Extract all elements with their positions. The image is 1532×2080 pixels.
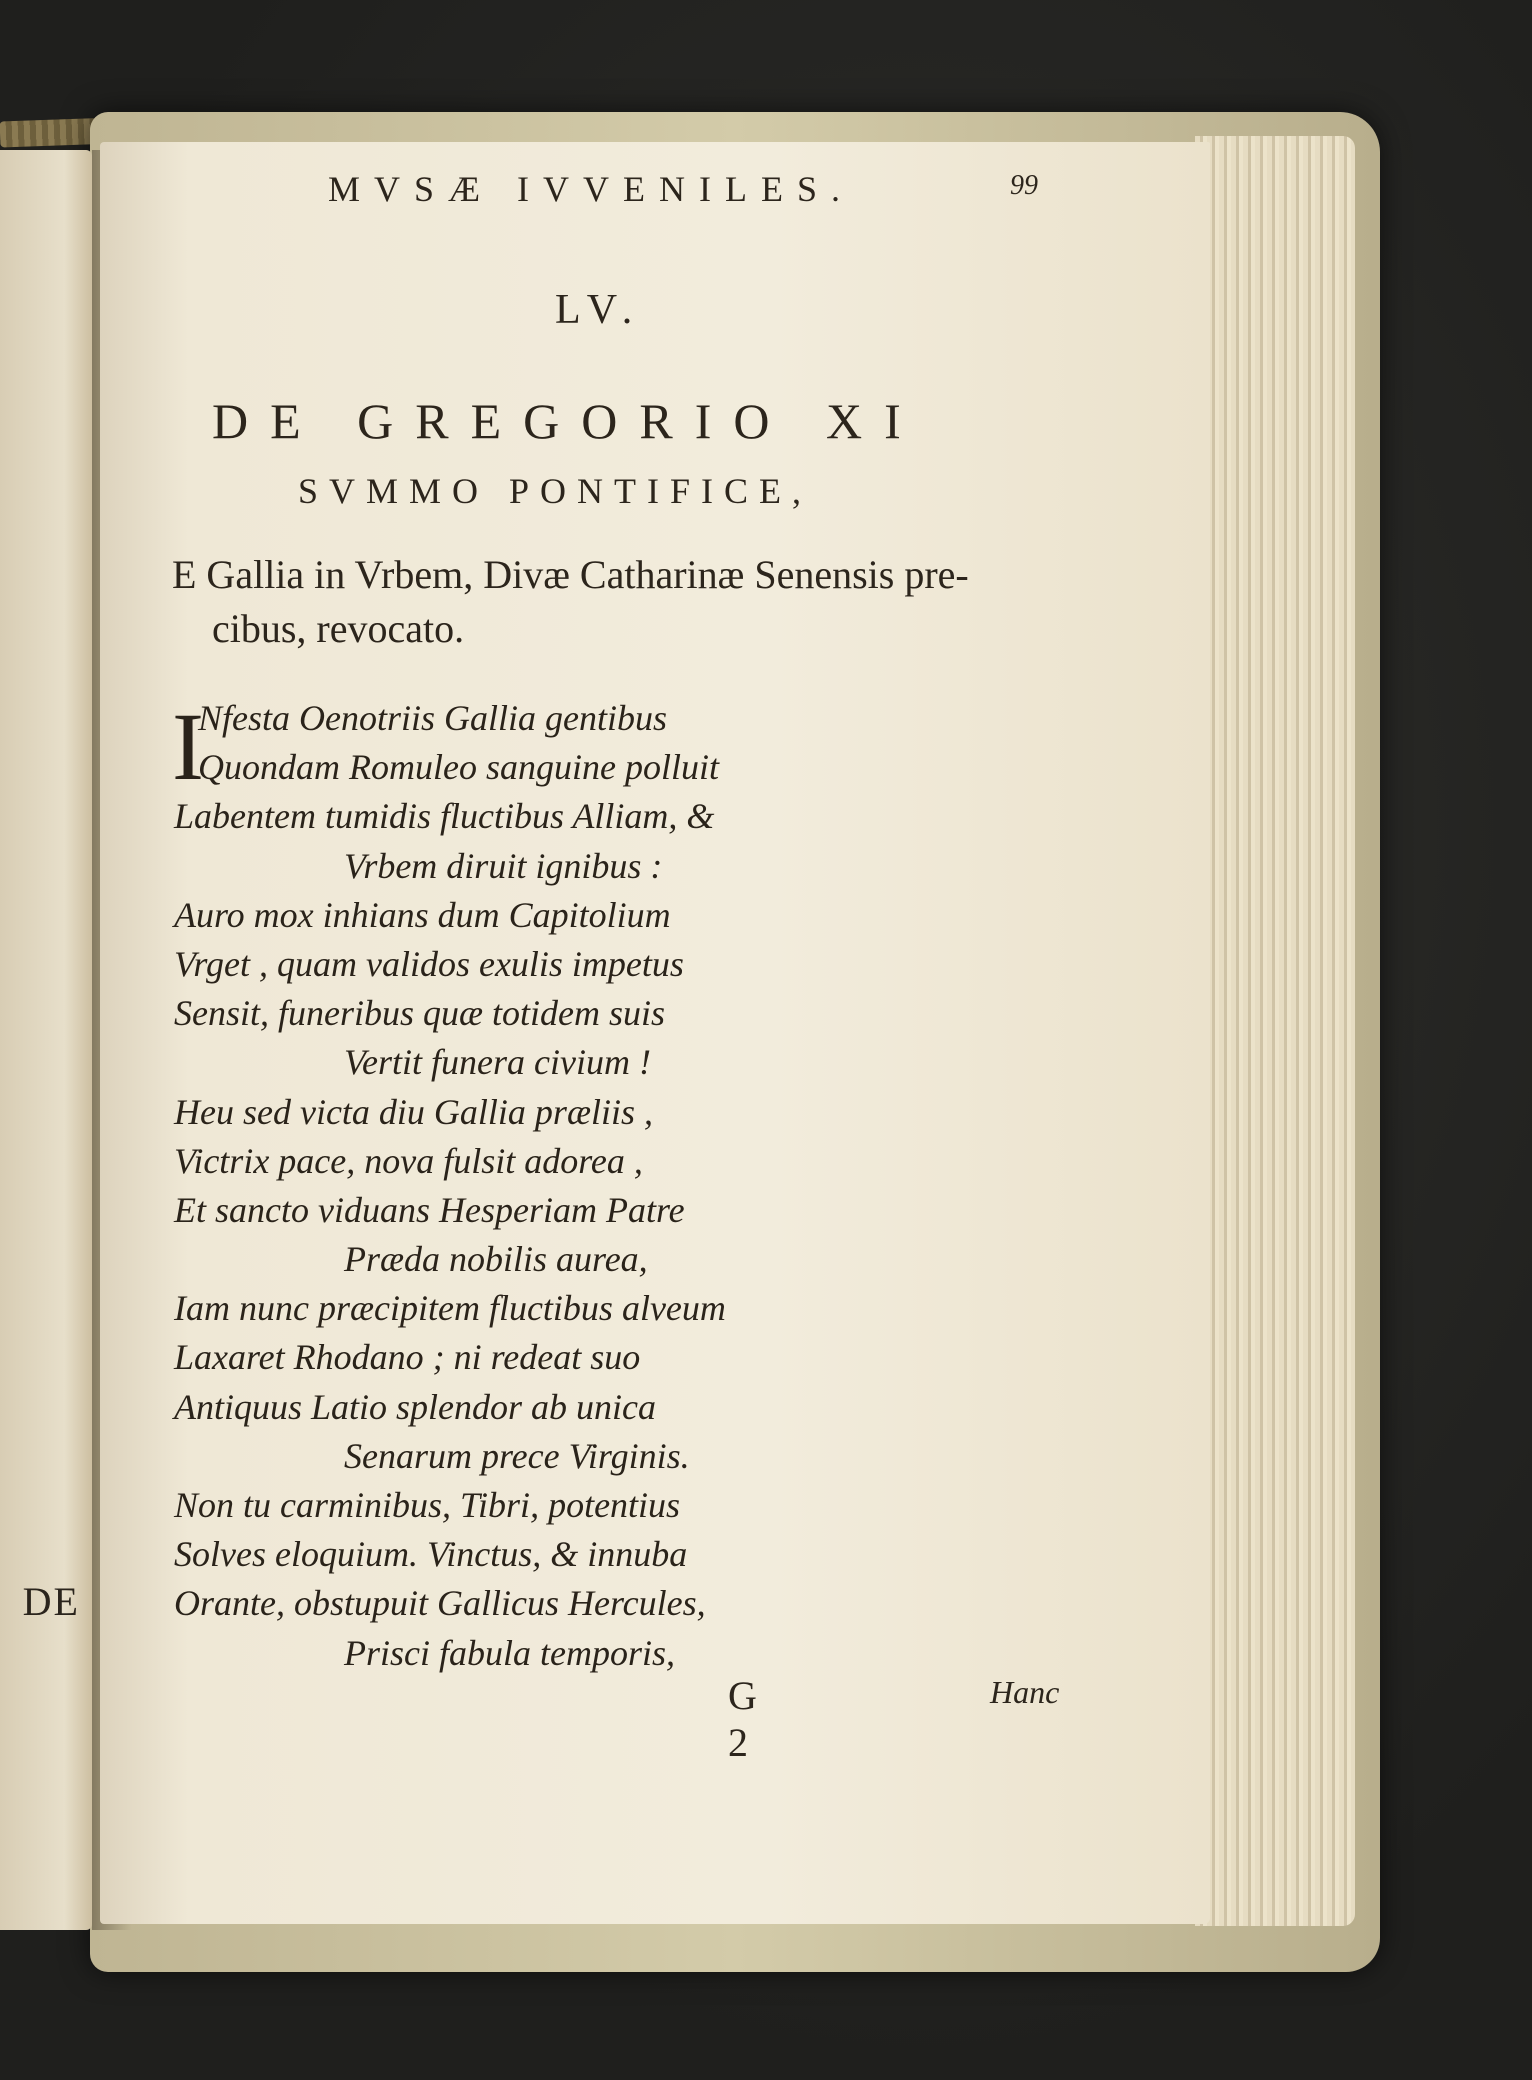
poem-title: DE GREGORIO XI	[212, 393, 923, 449]
page-number: 99	[1010, 170, 1038, 201]
poem-line: Vertit funera civium !	[344, 1042, 651, 1083]
left-page-fragment: DE	[22, 1579, 80, 1624]
poem-subtitle	[172, 548, 1072, 656]
poem-line: Sensit, funeribus quæ totidem suis	[174, 993, 666, 1034]
running-head: MVSÆ IVVENILES.	[328, 169, 855, 209]
poem-line: Quondam Romuleo sanguine polluit	[198, 747, 719, 788]
poem-line: Et sancto viduans Hesperiam Patre	[174, 1189, 685, 1230]
poem-line: Victrix pace, nova fulsit adorea ,	[174, 1140, 643, 1181]
catchword: Hanc	[990, 1674, 1060, 1710]
page-edges	[1195, 136, 1355, 1926]
poem-line: Præda nobilis aurea,	[344, 1239, 648, 1280]
poem-line: Laxaret Rhodano ; ni redeat suo	[174, 1337, 641, 1378]
poem-line: Heu sed victa diu Gallia præliis ,	[174, 1091, 653, 1132]
poem-line: Solves eloquium. Vinctus, & innuba	[174, 1534, 688, 1575]
poem-line: Iam nunc præcipitem fluctibus alveum	[174, 1288, 726, 1329]
poem-line: Prisci fabula temporis,	[344, 1632, 675, 1673]
poem-line: Vrget , quam validos exulis impetus	[174, 943, 684, 984]
signature-mark: G 2	[728, 1673, 767, 1765]
poem-line: Orante, obstupuit Gallicus Hercules,	[174, 1583, 706, 1624]
poem-line: Non tu carminibus, Tibri, potentius	[174, 1485, 681, 1525]
left-page	[0, 150, 92, 1930]
poem-number: LV.	[555, 287, 643, 333]
poem-line: Nfesta Oenotriis Gallia gentibus	[198, 698, 668, 738]
poem-line: Labentem tumidis fluctibus Alliam, &	[174, 796, 715, 837]
poem-line: Antiquus Latio splendor ab unica	[174, 1386, 657, 1427]
poem-line: Vrbem diruit ignibus :	[344, 845, 663, 886]
poem-title-second-line: SVMMO PONTIFICE,	[298, 471, 813, 511]
poem-body	[174, 694, 934, 1678]
poem-line: Senarum prece Virginis.	[344, 1435, 690, 1476]
subtitle-line: cibus, revocato.	[212, 606, 465, 651]
poem-line: Auro mox inhians dum Capitolium	[174, 894, 671, 935]
subtitle-line: E Gallia in Vrbem, Divæ Catharinæ Senensis pre-	[172, 552, 969, 597]
drop-capital: I	[172, 693, 204, 800]
